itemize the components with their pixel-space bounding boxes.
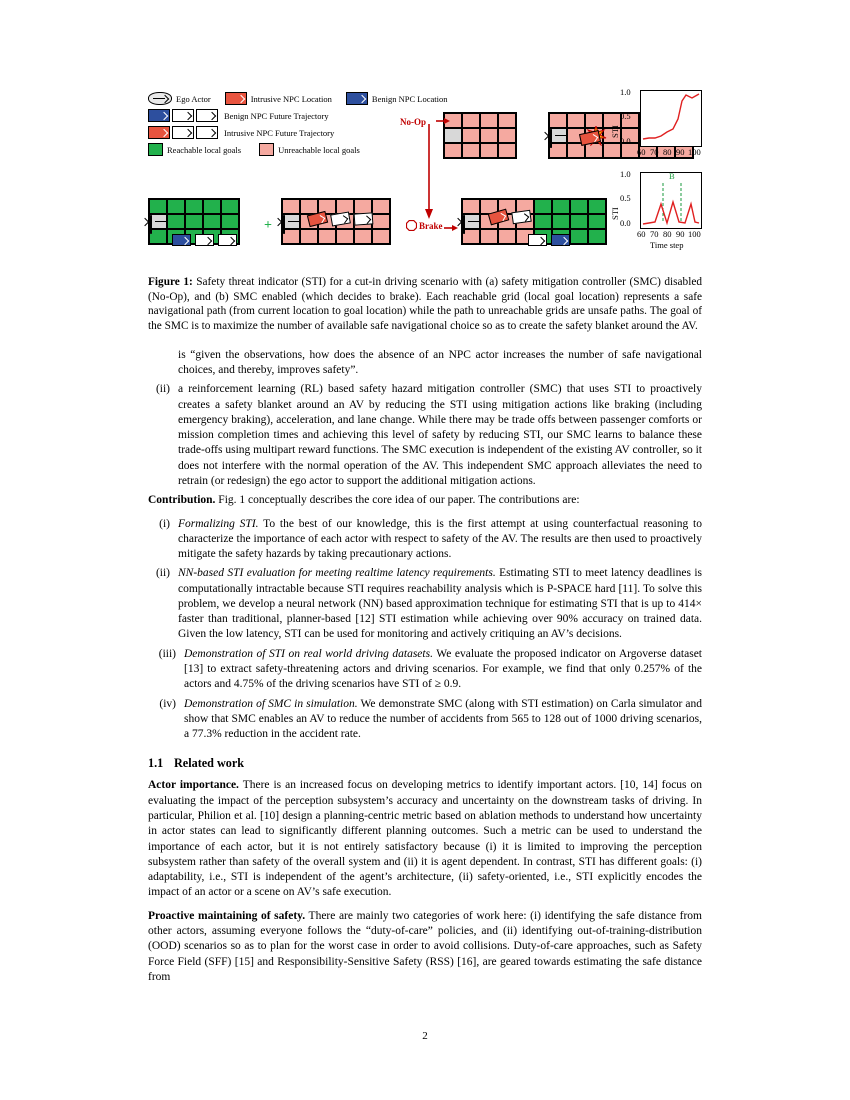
contribution-item-i-text: To the best of our knowledge, this is the first attempt at using counterfactual reasoning to characterize the importance of each actor with respect to safety of the AV. The results are then used to proactively mitigate the safety hazards by taking precautionary actions. bbox=[178, 517, 702, 561]
ego-actor-bottom-right bbox=[463, 216, 465, 234]
grid-cell bbox=[185, 214, 203, 229]
intrusive-npc-bottom-middle bbox=[308, 212, 373, 230]
grid-cell bbox=[498, 113, 516, 128]
grid-cell bbox=[480, 143, 498, 158]
grid-cell bbox=[462, 199, 480, 214]
contribution-item-ii-text: Estimating STI to meet latency deadlines is computationally intractable because STI requires reachability analysis which is P-SPACE hard [11]. To solve this problem, we develop a neural network (NN) based approximation technique for estimating STI that is up to 414× faster than traditional, planner-based [12] STI estimation while achieving over 90% accuracy on trained data. Given the low latency, STI can be used for monitoring and actively critiquing an AV’s decisions. bbox=[178, 567, 702, 641]
chart-b-ytick-2: 0.5 bbox=[620, 193, 631, 203]
contribution-text: Fig. 1 conceptually describes the core idea of our paper. The contributions are: bbox=[215, 494, 580, 507]
grid-cell bbox=[570, 229, 588, 244]
continuation-text: is “given the observations, how does the absence of an NPC actor increases the number of safe navigational choices, and thereby, improves safety”. bbox=[178, 348, 702, 376]
grid-cell bbox=[372, 214, 390, 229]
intrusive-npc-location-icon bbox=[225, 92, 247, 105]
chart-b-xtick-1: 60 bbox=[637, 229, 646, 239]
list-item-ii-top-marker: (ii) bbox=[155, 383, 170, 396]
chart-a-ylabel: STI bbox=[610, 125, 620, 138]
legend-unreachable: Unreachable local goals bbox=[259, 143, 360, 156]
list-item-ii-top bbox=[148, 382, 702, 489]
chart-a-line bbox=[641, 91, 701, 146]
proactive-safety-lead: Proactive maintaining of safety. bbox=[148, 909, 306, 922]
intrusive-car-top-right bbox=[580, 131, 600, 149]
contribution-item-iii-title: Demonstration of STI on real world driving datasets. bbox=[184, 647, 433, 660]
continuation-marker bbox=[148, 348, 178, 379]
grid-cell bbox=[185, 199, 203, 214]
proactive-safety-text: There are mainly two categories of work here: (i) identifying the safe distance from other actors, assuming everyone follows the “duty-of-care” policies, and (ii) identifying out-of-training-distribution (OOD) scenarios so as to plan for the worst case in order to avoid collisions. Duty-of-care approaches, such as Safety Force Field (SFF) [15] and Responsibility-Sensitive Safety (RSS) [16], are geared towards estimating the safe distance from bbox=[148, 909, 702, 983]
figure-1 bbox=[148, 87, 702, 265]
contribution-item-iv-marker: (iv) bbox=[159, 697, 176, 710]
contribution-item-iii-marker: (iii) bbox=[158, 647, 176, 660]
figure-caption-label: Figure 1: bbox=[148, 276, 193, 288]
contribution-item-iii-body bbox=[184, 647, 702, 693]
list-item-ii-top-text: a reinforcement learning (RL) based safety hazard mitigation controller (SMC) that uses STI to proactively creates a safety blanket around an AV by reducing the STI using mitigation actions like braking (including emergency braking), acceleration, and lane change. While there may be trade offs between passenger comforts or mission completion times and achieving this level of safety by reducing STI, our SMC learns to balance these trade-offs using multipart reward functions. The SMC execution is independent of the existing AV controller, so it does not interfere with the normal operation of the AV. This independent SMC approach alleviates the need to retrain (or redesign) the ego actor to support the additional mitigation actions. bbox=[178, 383, 702, 487]
grid-cell bbox=[221, 199, 239, 214]
grid-cell bbox=[480, 229, 498, 244]
benign-traj-step-1-icon bbox=[172, 109, 194, 122]
grid-cell bbox=[480, 128, 498, 143]
actor-importance-paragraph bbox=[148, 778, 702, 900]
ego-actor-bottom-middle bbox=[283, 216, 285, 234]
grid-row bbox=[462, 199, 606, 214]
legend-intrusive-traj: Intrusive NPC Future Trajectory bbox=[148, 126, 334, 139]
grid-cell bbox=[372, 229, 390, 244]
chart-b-ytick-1: 1.0 bbox=[620, 169, 631, 179]
contribution-item-ii-marker: (ii) bbox=[155, 567, 170, 580]
grid-cell bbox=[372, 199, 390, 214]
page-number: 2 bbox=[422, 1030, 428, 1042]
grid-row bbox=[444, 128, 516, 143]
grid-cell bbox=[203, 199, 221, 214]
legend-row-1 bbox=[148, 90, 568, 107]
grid-cell bbox=[498, 128, 516, 143]
chart-b-xtick-5: 100 bbox=[688, 229, 701, 239]
section-heading-related-work bbox=[148, 756, 702, 771]
contribution-item-iv-body bbox=[184, 697, 702, 743]
grid-cell bbox=[552, 214, 570, 229]
chart-a-xtick-3: 80 bbox=[663, 147, 672, 157]
intrusive-npc-bottom-right bbox=[489, 210, 531, 228]
figure-caption-text: Safety threat indicator (STI) for a cut-in driving scenario with (a) safety mitigation controller (SMC) disabled (No-Op), and (b) SMC enabled (which decides to brake). Each reachable grid (local goal location) represents a safe navigational path (from current location to goal location) while the path to unreachable grids are unsafe paths. The goal of the SMC is to maximize the number of available safe navigational choice so as to create the safety blanket around the AV. bbox=[148, 276, 703, 333]
grid-row bbox=[462, 214, 606, 229]
grid-row bbox=[149, 199, 239, 214]
grid-cell bbox=[570, 199, 588, 214]
grid-cell bbox=[282, 199, 300, 214]
contribution-item-i-title: Formalizing STI. bbox=[178, 517, 259, 530]
legend-intrusive-npc: Intrusive NPC Location bbox=[225, 92, 332, 105]
chart-b-xtick-3: 80 bbox=[663, 229, 672, 239]
grid-cell bbox=[588, 229, 606, 244]
chart-a-plot-area bbox=[640, 90, 702, 147]
grid-cell bbox=[149, 199, 167, 214]
grid-cell bbox=[588, 214, 606, 229]
no-op-label: No-Op bbox=[400, 117, 427, 127]
grid-cell bbox=[318, 229, 336, 244]
chart-a-ytick-1: 1.0 bbox=[620, 87, 631, 97]
grid-row bbox=[444, 143, 516, 158]
contribution-item-ii bbox=[148, 566, 702, 642]
chart-b-xtick-2: 70 bbox=[650, 229, 659, 239]
combine-plus-icon: + bbox=[264, 218, 272, 233]
grid-cell bbox=[221, 214, 239, 229]
contribution-paragraph bbox=[148, 493, 702, 508]
grid-cell bbox=[354, 229, 372, 244]
unreachable-goal-swatch bbox=[259, 143, 274, 156]
legend-ego-actor: Ego Actor bbox=[148, 92, 211, 105]
chart-b-xtick-4: 90 bbox=[676, 229, 685, 239]
ego-actor-top-right bbox=[550, 130, 552, 148]
grid-cell bbox=[498, 229, 516, 244]
contribution-item-i-body bbox=[178, 517, 702, 563]
chart-b-annotation: B bbox=[669, 171, 675, 181]
legend-reachable: Reachable local goals bbox=[148, 143, 241, 156]
grid-cell bbox=[462, 143, 480, 158]
grid-row bbox=[444, 113, 516, 128]
ego-actor-bottom-left bbox=[150, 216, 152, 234]
chart-a-xtick-4: 90 bbox=[676, 147, 685, 157]
contribution-item-iii bbox=[148, 647, 702, 693]
chart-a-ytick-3: 0.0 bbox=[620, 136, 631, 146]
stop-icon bbox=[406, 220, 417, 231]
benign-npc-future-trajectory-icon bbox=[148, 109, 170, 122]
grid-cell bbox=[552, 199, 570, 214]
actor-importance-text: There is an increased focus on developing metrics to identify important actors. [10, 14] focus on evaluating the impact of the perception subsystem’s accuracy and uncertainty on the downstream tasks of driving. In particular, Philion et al. [10] design a planning-centric metric based on ablation methods to understand how uncertainty in actor states can lead to significantly different planning outcomes. Such a metric can be used to understand the importance of each actor, but it is not entirely satisfactory because (i) it is limited to improving the perception subsystem rather than safety of the overall system and (ii) it is agent dependent. In contrast, STI has different goals: (i) adaptability, i.e., STI is independent of the agent’s architecture, (ii) safety-oriented, i.e., STI explicitly encodes the impact of an actor or a scene on AV’s safe execution. bbox=[148, 779, 703, 899]
ego-actor-icon bbox=[148, 92, 172, 105]
chart-b-line bbox=[641, 173, 701, 228]
proactive-safety-paragraph bbox=[148, 909, 702, 985]
chart-b-ylabel: STI bbox=[610, 207, 620, 220]
contribution-item-i-marker: (i) bbox=[159, 517, 170, 530]
grid-cell bbox=[167, 199, 185, 214]
reachable-goal-swatch bbox=[148, 143, 163, 156]
grid-cell bbox=[203, 214, 221, 229]
grid-cell bbox=[549, 113, 567, 128]
grid-cell bbox=[300, 229, 318, 244]
legend-benign-traj: Benign NPC Future Trajectory bbox=[148, 109, 329, 122]
page-content bbox=[148, 87, 703, 993]
grid-cell bbox=[588, 199, 606, 214]
chart-a bbox=[608, 87, 702, 168]
chart-a-xtick-2: 70 bbox=[650, 147, 659, 157]
grid-cell bbox=[167, 214, 185, 229]
chart-b-ytick-3: 0.0 bbox=[620, 218, 631, 228]
grid-cell bbox=[462, 113, 480, 128]
benign-npc-bottom-right bbox=[528, 233, 570, 251]
legend-benign-npc: Benign NPC Location bbox=[346, 92, 448, 105]
benign-traj-step-2-icon bbox=[196, 109, 218, 122]
figure-caption bbox=[148, 275, 702, 334]
benign-npc-bottom-left bbox=[172, 233, 237, 251]
contribution-lead: Contribution. bbox=[148, 494, 216, 507]
intrusive-traj-step-1-icon bbox=[172, 126, 194, 139]
contributions-list bbox=[148, 517, 702, 743]
chart-b bbox=[608, 169, 702, 262]
contribution-item-iii-text: We evaluate the proposed indicator on Argoverse dataset [13] to extract safety-threatening actors and driving scenarios. For example, we find that only 0.257% of the actors and 4.75% of the driving scenarios have STI of ≥ 0.9. bbox=[184, 647, 702, 691]
brake-label: Brake bbox=[419, 220, 443, 231]
contribution-item-iv bbox=[148, 697, 702, 743]
brake-badge bbox=[406, 220, 443, 231]
grid-cell bbox=[444, 128, 462, 143]
chart-a-xtick-5: 100 bbox=[688, 147, 701, 157]
smc-decision-arrow bbox=[423, 124, 437, 220]
grid-cell bbox=[480, 113, 498, 128]
section-title: Related work bbox=[174, 756, 245, 771]
grid-panel-top-middle bbox=[443, 112, 517, 159]
grid-cell bbox=[462, 128, 480, 143]
contribution-item-ii-title: NN-based STI evaluation for meeting realtime latency requirements. bbox=[178, 567, 496, 580]
chart-a-ytick-2: 0.5 bbox=[620, 111, 631, 121]
grid-cell bbox=[534, 199, 552, 214]
actor-importance-lead: Actor importance. bbox=[148, 779, 239, 792]
grid-cell bbox=[336, 229, 354, 244]
no-op-arrow bbox=[436, 115, 450, 127]
contribution-item-iv-text: We demonstrate SMC (along with STI estimation) on Carla simulator and show that SMC enables an AV to reduce the number of accidents from 565 to 128 out of 1000 driving scenarios, a 77.3% reduction in the accident rate. bbox=[184, 697, 702, 741]
chart-a-xtick-1: 60 bbox=[637, 147, 646, 157]
intrusive-traj-step-2-icon bbox=[196, 126, 218, 139]
chart-b-xlabel: Time step bbox=[650, 240, 684, 250]
contribution-item-ii-body bbox=[178, 566, 702, 642]
intrusive-npc-future-trajectory-icon bbox=[148, 126, 170, 139]
continuation-paragraph bbox=[148, 348, 702, 379]
contribution-item-iv-title: Demonstration of SMC in simulation. bbox=[184, 697, 358, 710]
grid-cell bbox=[498, 143, 516, 158]
grid-cell bbox=[534, 214, 552, 229]
grid-cell bbox=[570, 214, 588, 229]
section-number: 1.1 bbox=[148, 756, 164, 771]
grid-cell bbox=[444, 143, 462, 158]
grid-row bbox=[282, 229, 390, 244]
contribution-item-i bbox=[148, 517, 702, 563]
grid-cell bbox=[567, 113, 585, 128]
benign-npc-location-icon bbox=[346, 92, 368, 105]
